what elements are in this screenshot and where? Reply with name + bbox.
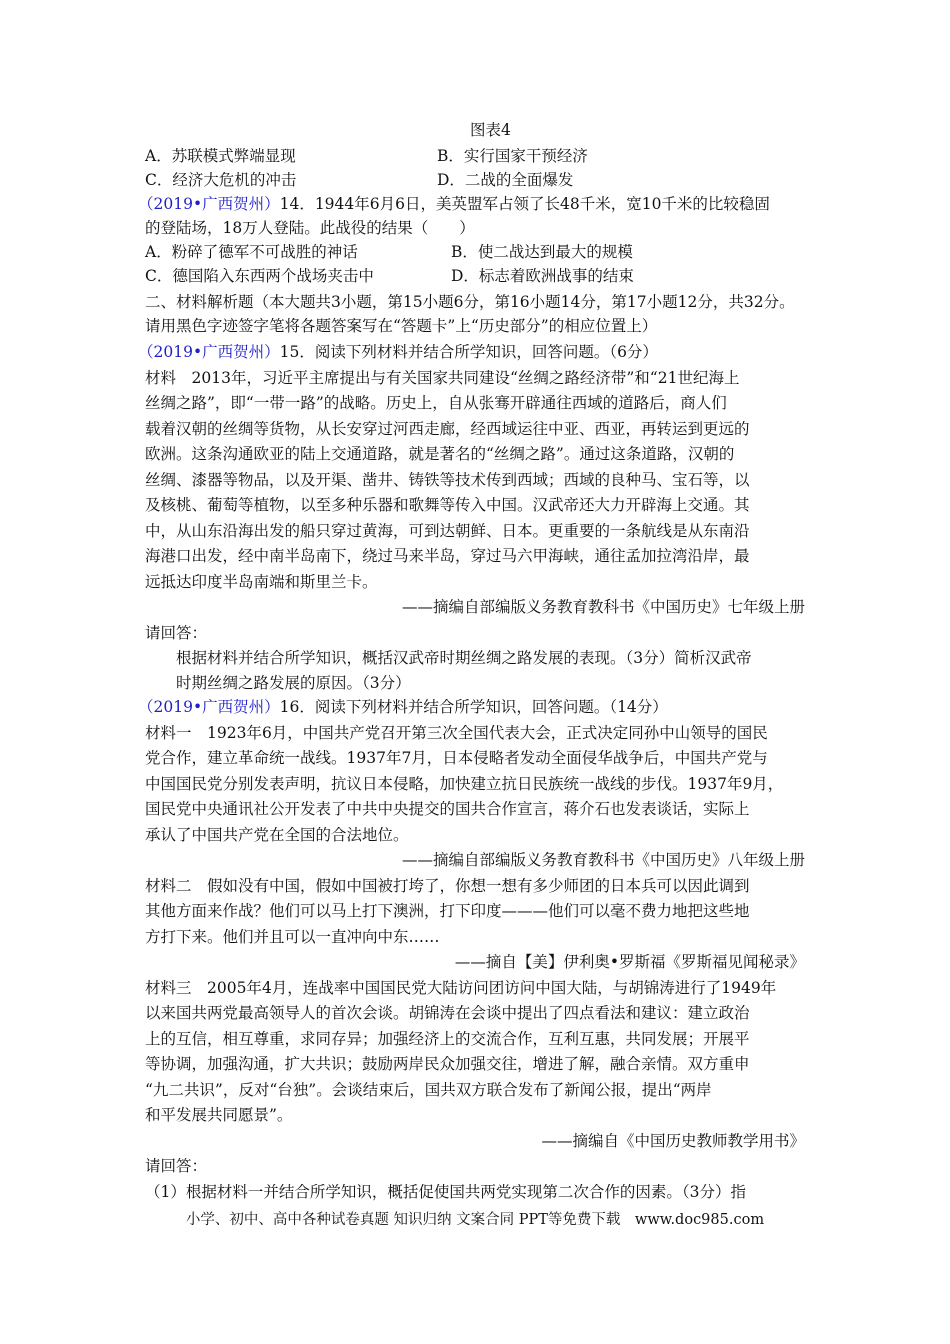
q15-material-line: 丝绸之路”，即“一带一路”的战略。历史上，自从张骞开辟通往西域的道路后，商人们 xyxy=(145,394,727,412)
q13-option-row-2 xyxy=(145,170,845,190)
page-footer: 小学、初中、高中各种试卷真题 知识归纳 文案合同 PPT等免费下载 www.doc985.com xyxy=(185,1212,765,1228)
q14-option-d: D．标志着欧洲战事的结束 xyxy=(451,267,634,285)
q15-citation: ——摘编自部编版义务教育教科书《中国历史》七年级上册 xyxy=(401,598,805,616)
q16-material3-line: “九二共识”，反对“台独”。会谈结束后，国共双方联合发布了新闻公报，提出“两岸 xyxy=(145,1081,712,1099)
q14-source: （2019•广西贺州） xyxy=(138,195,280,213)
q15-material-line: 材料 2013年，习近平主席提出与有关国家共同建设“丝绸之路经济带”和“21世纪海上 xyxy=(145,369,740,387)
q16-material1-line: 国民党中央通讯社公开发表了中共中央提交的国共合作宣言，蒋介石也发表谈话，实际上 xyxy=(145,800,750,818)
q16-citation2: ——摘自【美】伊利奥•罗斯福《罗斯福见闻秘录》 xyxy=(454,953,805,971)
q16-material3-line: 以来国共两党最高领导人的首次会谈。胡锦涛在会谈中提出了四点看法和建议：建立政治 xyxy=(145,1004,750,1022)
q15-ask-label: 请回答： xyxy=(145,624,208,642)
q16-source: （2019•广西贺州） xyxy=(138,698,280,716)
figure-caption: 图表4 xyxy=(470,121,511,139)
q14-option-row-1 xyxy=(145,242,845,262)
q15-material-line: 载着汉朝的丝绸等货物，从长安穿过河西走廊，经西域运往中亚、西亚，再转运到更远的 xyxy=(145,420,750,438)
q16-ask-label: 请回答： xyxy=(145,1157,208,1175)
q16-material2-line: 其他方面来作战？他们可以马上打下澳洲，打下印度———他们可以毫不费力地把这些地 xyxy=(145,902,750,920)
q14-option-c: C．德国陷入东西两个战场夹击中 xyxy=(145,267,374,285)
q15-stem: （2019•广西贺州）15．阅读下列材料并结合所学知识，回答问题。（6分） xyxy=(138,343,658,361)
q15-source: （2019•广西贺州） xyxy=(138,343,280,361)
q14-stem-line-2: 的登陆场，18万人登陆。此战役的结果（ ） xyxy=(145,219,475,237)
q16-material3-line: 和平发展共同愿景”。 xyxy=(145,1106,293,1124)
q16-question-1: （1）根据材料一并结合所学知识，概括促使国共两党实现第二次合作的因素。（3分）指 xyxy=(145,1183,746,1201)
q16-material3-line: 上的互信，相互尊重，求同存异；加强经济上的交流合作，互利互惠，共同发展；开展平 xyxy=(145,1030,750,1048)
q14-option-row-2 xyxy=(145,266,845,286)
q15-material-line: 及核桃、葡萄等植物，以至多种乐器和歌舞等传入中国。汉武帝还大力开辟海上交通。其 xyxy=(145,496,750,514)
section2-heading-line-2: 请用黑色字迹签字笔将各题答案写在“答题卡”上“历史部分”的相应位置上） xyxy=(145,317,658,335)
q16-stem: （2019•广西贺州）16．阅读下列材料并结合所学知识，回答问题。（14分） xyxy=(138,698,668,716)
section2-heading-line-1: 二、材料解析题（本大题共3小题，第15小题6分，第16小题14分，第17小题12分，共32分。 xyxy=(145,293,795,311)
q15-question-line-2: 时期丝绸之路发展的原因。（3分） xyxy=(176,674,411,692)
q16-material1-line: 党合作，建立革命统一战线。1937年7月，日本侵略者发动全面侵华战争后，中国共产党与 xyxy=(145,749,768,767)
q16-material1-line: 材料一 1923年6月，中国共产党召开第三次全国代表大会，正式决定同孙中山领导的国民 xyxy=(145,724,768,742)
q15-material-line: 海港口出发，经中南半岛南下，绕过马来半岛，穿过马六甲海峡，通往孟加拉湾沿岸，最 xyxy=(145,547,750,565)
q14-option-b: B．使二战达到最大的规模 xyxy=(451,243,633,261)
q13-option-row-1 xyxy=(145,146,845,166)
q16-material3-line: 等协调，加强沟通，扩大共识；鼓励两岸民众加强交往，增进了解，融合亲情。双方重申 xyxy=(145,1055,750,1073)
q13-option-c: C．经济大危机的冲击 xyxy=(145,171,297,189)
q13-option-b: B．实行国家干预经济 xyxy=(437,147,588,165)
q16-material3-line: 材料三 2005年4月，连战率中国国民党大陆访问团访问中国大陆，与胡锦涛进行了1949年 xyxy=(145,979,777,997)
q15-material-line: 中，从山东沿海出发的船只穿过黄海，可到达朝鲜、日本。更重要的一条航线是从东南沿 xyxy=(145,522,750,540)
q16-material2-line: 材料二 假如没有中国，假如中国被打垮了，你想一想有多少师团的日本兵可以因此调到 xyxy=(145,877,750,895)
q16-material2-line: 方打下来。他们并且可以一直冲向中东…… xyxy=(145,928,440,946)
q16-material1-line: 承认了中国共产党在全国的合法地位。 xyxy=(145,826,409,844)
q14-option-a: A．粉碎了德军不可战胜的神话 xyxy=(145,243,358,261)
q15-material-line: 丝绸、漆器等物品，以及开渠、凿井、铸铁等技术传到西域；西域的良种马、宝石等，以 xyxy=(145,471,750,489)
q16-citation3: ——摘编自《中国历史教师教学用书》 xyxy=(541,1132,805,1150)
q13-option-d: D．二战的全面爆发 xyxy=(437,171,574,189)
q13-option-a: A．苏联模式弊端显现 xyxy=(145,147,296,165)
q16-citation1: ——摘编自部编版义务教育教科书《中国历史》八年级上册 xyxy=(401,851,805,869)
q15-material-line: 欧洲。这条沟通欧亚的陆上交通道路，就是著名的“丝绸之路”。通过这条道路，汉朝的 xyxy=(145,445,735,463)
q16-material1-line: 中国国民党分别发表声明，抗议日本侵略，加快建立抗日民族统一战线的步伐。1937年9月， xyxy=(145,775,784,793)
q15-material-line: 远抵达印度半岛南端和斯里兰卡。 xyxy=(145,573,378,591)
q15-question-line-1: 根据材料并结合所学知识，概括汉武帝时期丝绸之路发展的表现。（3分）简析汉武帝 xyxy=(176,649,752,667)
q14-stem-line-1: （2019•广西贺州）14．1944年6月6日，美英盟军占领了长48千米，宽10千米的比较稳固 xyxy=(138,195,770,213)
